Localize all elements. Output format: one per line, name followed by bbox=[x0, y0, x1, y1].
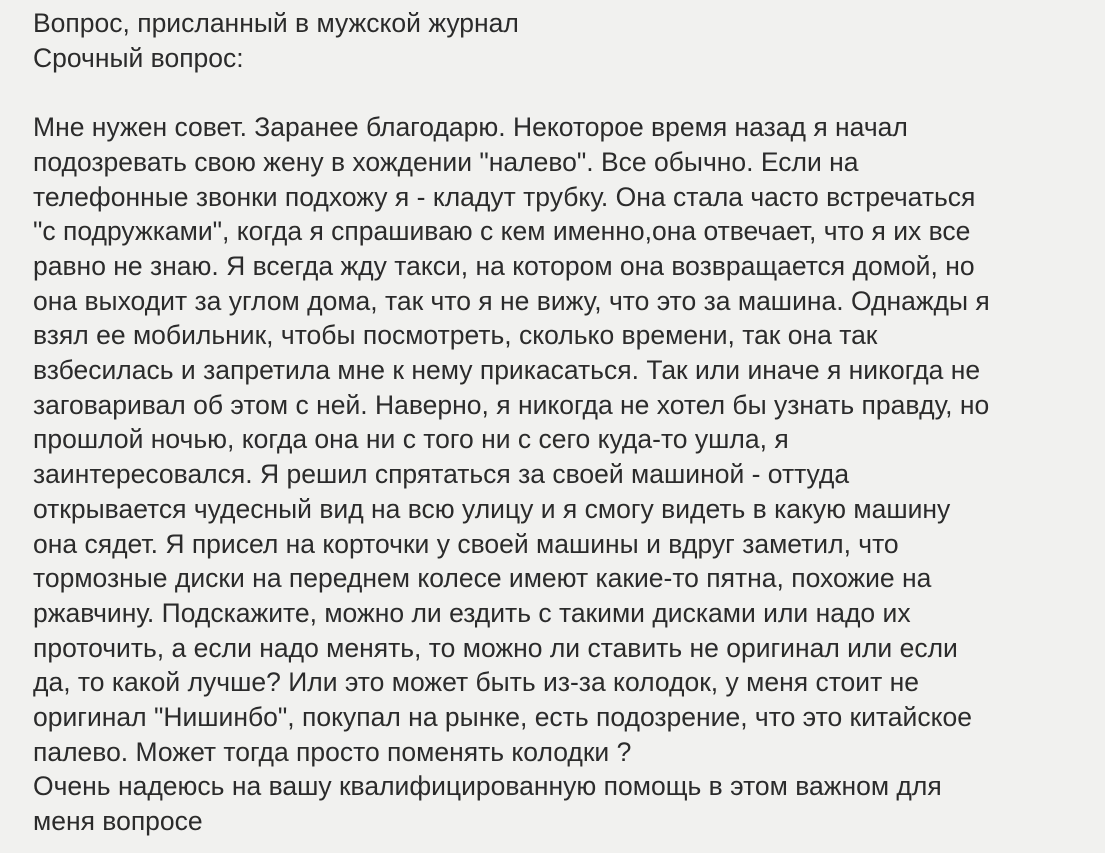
text-line: проточить, а если надо менять, то можно ли ставить не оригинал или если bbox=[33, 632, 958, 663]
text-line: взял ее мобильник, чтобы посмотреть, сколько времени, так она так bbox=[33, 320, 878, 351]
text-line: оригинал "Нишинбо", покупал на рынке, есть подозрение, что это китайское bbox=[33, 702, 972, 733]
text-line: прошлой ночью, когда она ни с того ни с сего куда-то ушла, я bbox=[33, 424, 789, 455]
document-subtitle: Срочный вопрос: bbox=[33, 42, 244, 73]
text-line: она выходит за углом дома, так что я не вижу, что это за машина. Однажды я bbox=[33, 285, 990, 316]
text-line: открывается чудесный вид на всю улицу и я смогу видеть в какую машину bbox=[33, 493, 951, 524]
text-line: заговаривал об этом с ней. Наверно, я никогда не хотел бы узнать правду, но bbox=[33, 389, 990, 420]
closing-line: меня вопросе bbox=[33, 806, 203, 837]
letter-text bbox=[33, 6, 1093, 839]
text-line: палево. Может тогда просто поменять колодки ? bbox=[33, 736, 632, 767]
closing-line: Очень надеюсь на вашу квалифицированную помощь в этом важном для bbox=[33, 771, 942, 802]
text-line: подозревать свою жену в хождении "налево". Все обычно. Если на bbox=[33, 146, 859, 177]
text-line: тормозные диски на переднем колесе имеют какие-то пятна, похожие на bbox=[33, 563, 932, 594]
text-line: заинтересовался. Я решил спрятаться за своей машиной - оттуда bbox=[33, 459, 850, 490]
text-line: ржавчину. Подскажите, можно ли ездить с такими дисками или надо их bbox=[33, 597, 911, 628]
text-line: она сядет. Я присел на корточки у своей машины и вдруг заметил, что bbox=[33, 528, 899, 559]
text-line: телефонные звонки подхожу я - кладут трубку. Она стала часто встречаться bbox=[33, 181, 976, 212]
text-line: да, то какой лучше? Или это может быть из-за колодок, у меня стоит не bbox=[33, 667, 919, 698]
text-line: взбесилась и запретила мне к нему прикасаться. Так или иначе я никогда не bbox=[33, 355, 981, 386]
blank-line bbox=[33, 75, 1093, 110]
text-line: равно не знаю. Я всегда жду такси, на котором она возвращается домой, но bbox=[33, 250, 975, 281]
text-line: Мне нужен совет. Заранее благодарю. Некоторое время назад я начал bbox=[33, 112, 908, 143]
text-line: "с подружками", когда я спрашиваю с кем именно,она отвечает, что я их все bbox=[33, 216, 971, 247]
document-title: Вопрос, присланный в мужской журнал bbox=[33, 8, 519, 38]
